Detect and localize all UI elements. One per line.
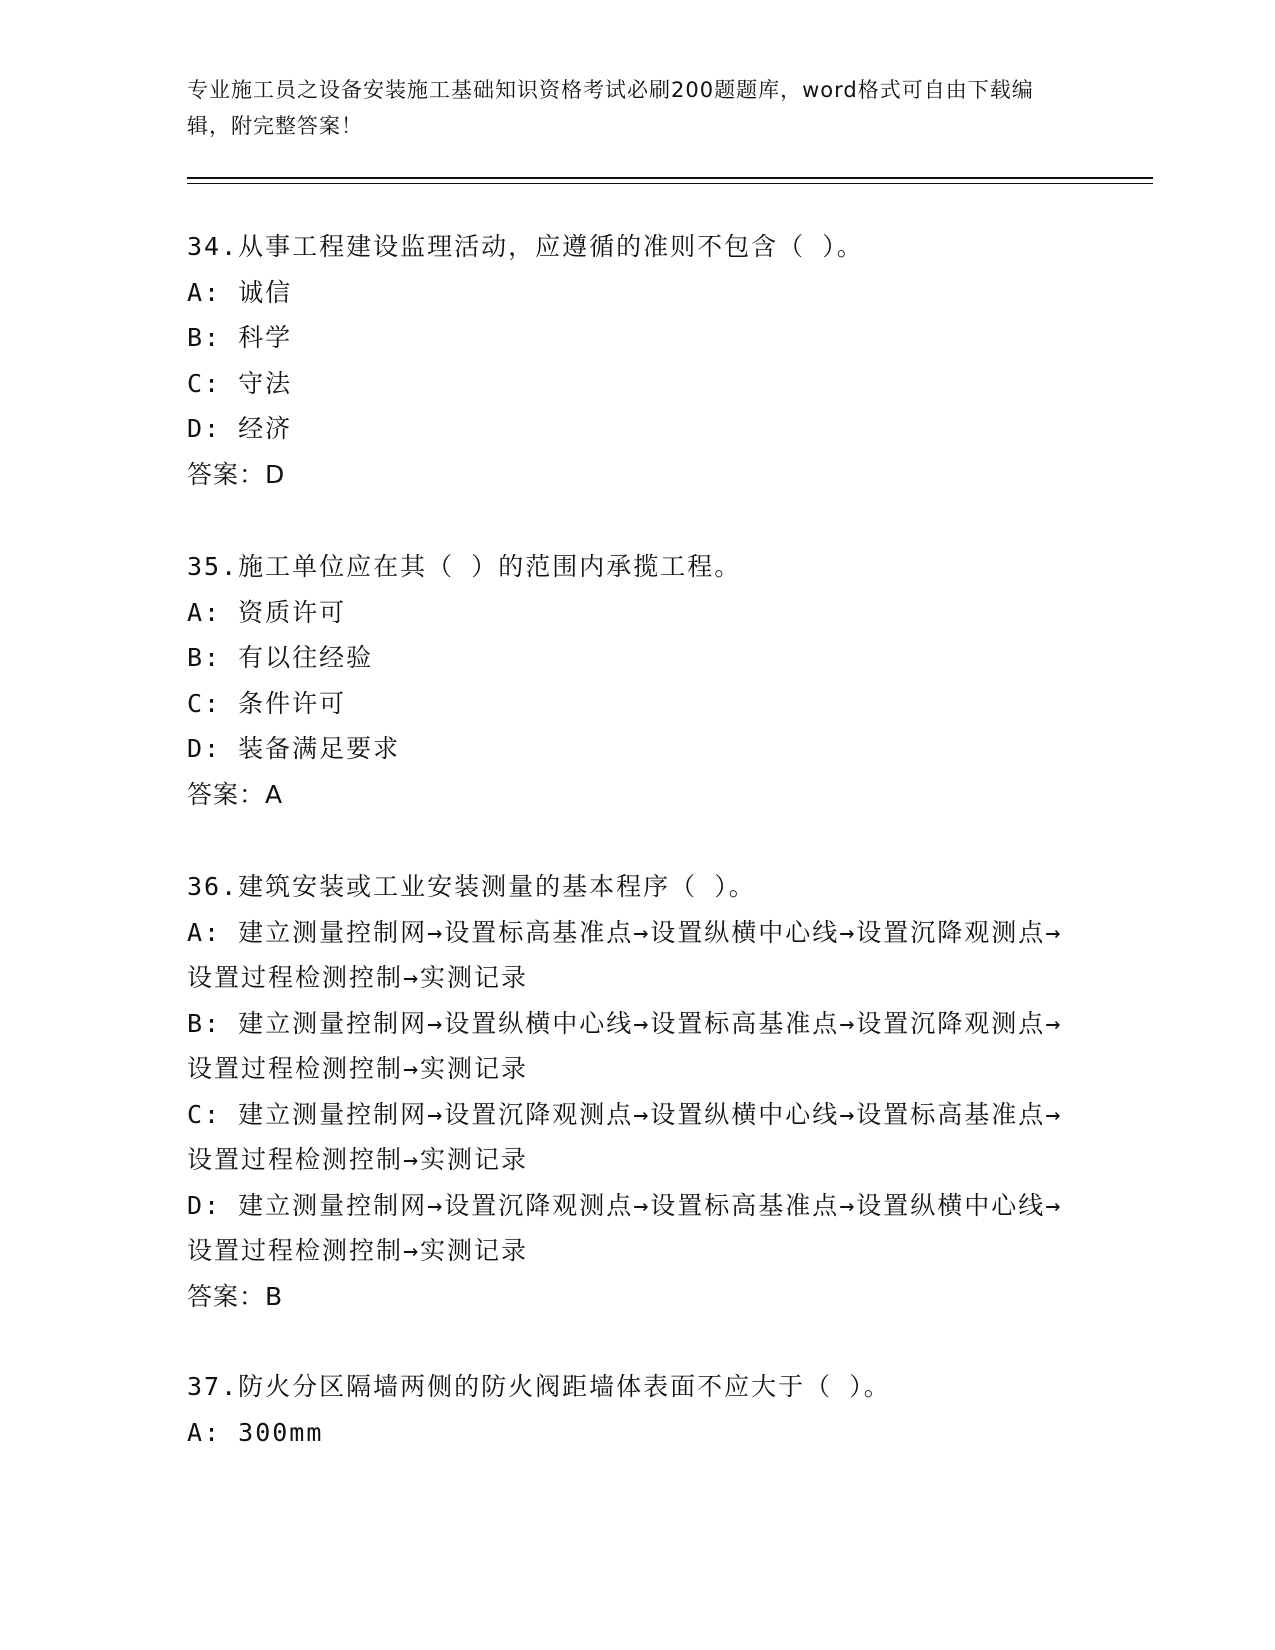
document-header: 专业施工员之设备安装施工基础知识资格考试必刷200题题库，word格式可自由下载编辑，附完整答案！ xyxy=(187,78,1034,138)
option-d: D: 经济 xyxy=(187,414,293,443)
option-d: D: 装备满足要求 xyxy=(187,734,401,763)
question-title: 36.建筑安装或工业安装测量的基本程序（ ）。 xyxy=(187,872,756,901)
option-a: A: 建立测量控制网→设置标高基准点→设置纵横中心线→设置沉降观测点→设置过程检测控制→实测记录 xyxy=(187,917,1063,992)
option-d: D: 建立测量控制网→设置沉降观测点→设置标高基准点→设置纵横中心线→设置过程检测控制→实测记录 xyxy=(187,1190,1063,1265)
option-c: C: 守法 xyxy=(187,368,293,398)
header-divider-thick xyxy=(187,177,1153,179)
question-title: 37.防火分区隔墙两侧的防火阀距墙体表面不应大于（ ）。 xyxy=(187,1372,891,1401)
question-title: 34.从事工程建设监理活动，应遵循的准则不包含（ ）。 xyxy=(187,232,864,261)
option-c: C: 建立测量控制网→设置沉降观测点→设置纵横中心线→设置标高基准点→设置过程检测控制→实测记录 xyxy=(187,1099,1063,1174)
answer: 答案：B xyxy=(187,1281,284,1311)
question-36 xyxy=(187,864,1087,1319)
answer: 答案：A xyxy=(187,779,284,809)
option-b: B: 有以往经验 xyxy=(187,643,374,672)
question-title: 35.施工单位应在其（ ）的范围内承揽工程。 xyxy=(187,552,742,581)
header-divider-thin xyxy=(187,183,1153,184)
option-b: B: 建立测量控制网→设置纵横中心线→设置标高基准点→设置沉降观测点→设置过程检测控制→实测记录 xyxy=(187,1008,1063,1083)
option-b: B: 科学 xyxy=(187,323,293,352)
question-34 xyxy=(187,224,1087,497)
option-a: A: 300mm xyxy=(187,1417,324,1447)
question-37 xyxy=(187,1364,1087,1455)
option-c: C: 条件许可 xyxy=(187,688,347,718)
answer: 答案：D xyxy=(187,459,286,489)
question-35 xyxy=(187,544,1087,817)
option-a: A: 诚信 xyxy=(187,277,293,307)
option-a: A: 资质许可 xyxy=(187,597,347,627)
